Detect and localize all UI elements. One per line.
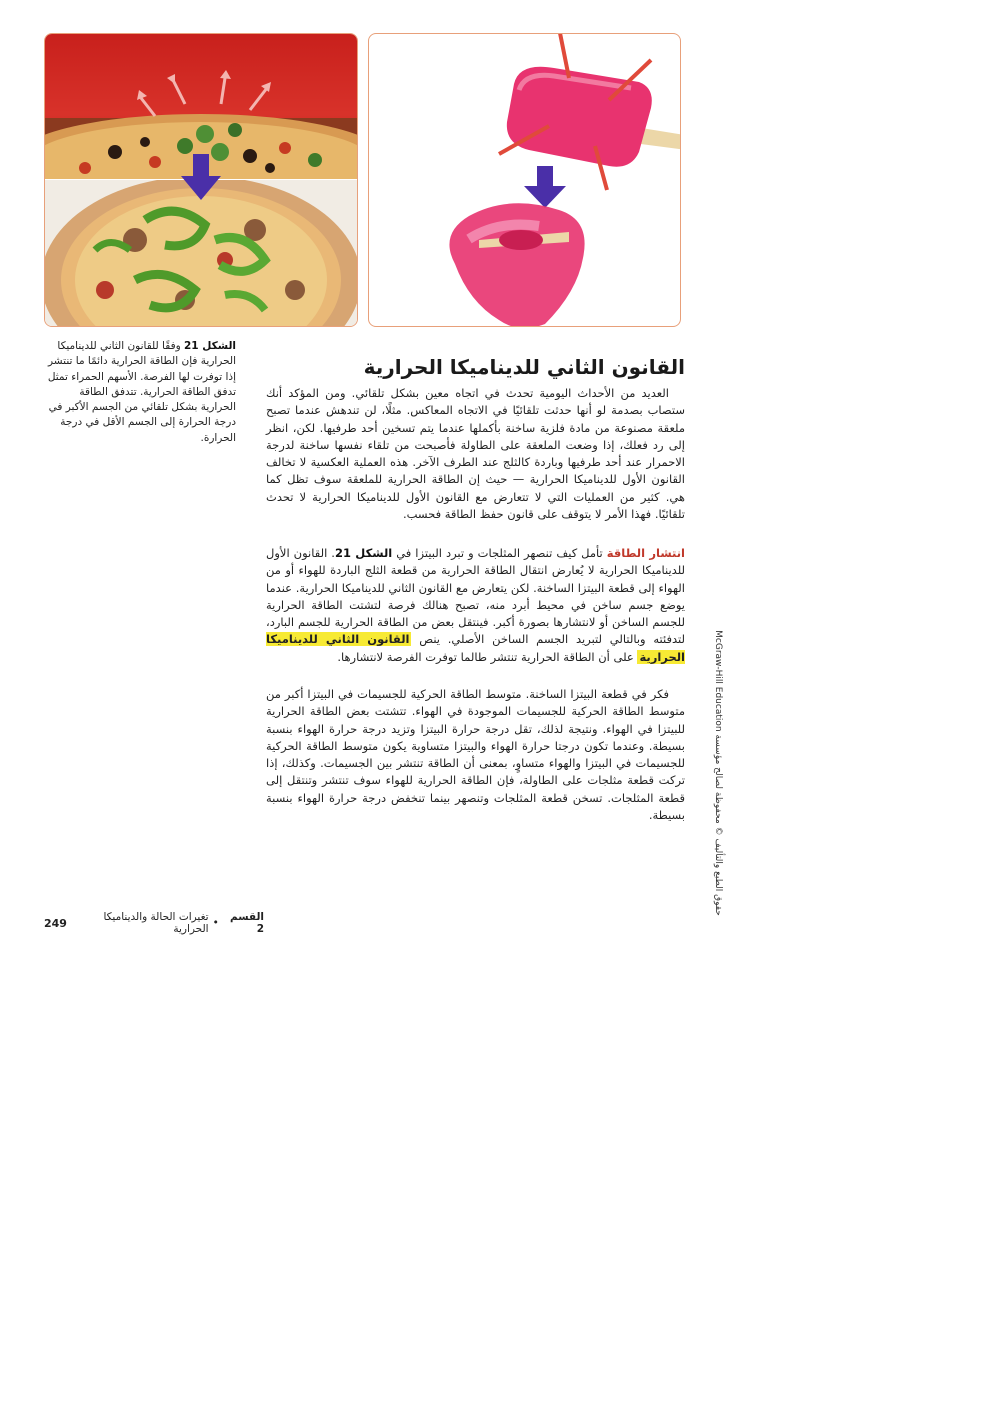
melting-popsicle-image — [369, 34, 680, 326]
figure-reference-link[interactable]: الشكل 21 — [334, 546, 393, 560]
footer-section-label: القسم 2 — [229, 911, 264, 935]
footer-section-title: تغيرات الحالة والديناميكا الحرارية — [103, 911, 209, 935]
paragraph-2-part-c: على أن الطاقة الحرارية تنتشر طالما توفرت الفرصة لانتشارها. — [337, 649, 638, 664]
figure-caption — [44, 339, 236, 446]
down-arrow-icon — [537, 166, 553, 188]
paragraph-2-part-a: تأمل كيف تنصهر المثلجات و تبرد البيتزا في — [392, 546, 607, 560]
second-law-highlight: القانون الثاني للديناميكا الحرارية — [266, 632, 685, 664]
page-footer — [44, 911, 264, 935]
popsicle-figure-panel — [368, 33, 681, 327]
copyright-notice — [704, 630, 732, 916]
pizza-figure-panel — [44, 33, 358, 327]
paragraph-3: فكر في قطعة البيتزا الساخنة. متوسط الطاقة الحركية للجسيمات في البيتزا أكبر من متوسط الطاقة الحركية للجسيمات الموجودة في الهواء. تتشتت بعض الطاقة الحرارية للبيتزا في الهواء. ونتيجة لذلك، تقل درجة حرارة البيتزا وتزيد درجة حرارة الهواء بنسبة بسيطة. وعندما تكون درجتا حرارة الهواء والبيتزا متساوية يكون متوسط الطاقة الحركية للجسيمات في البيتزا والهواء متساوٍ، بمعنى أن الطاقة تنتشر بين الجسيمات. وكذلك، إذا تركت قطعة مثلجات على الطاولة، فإن الطاقة الحرارية للهواء سوف تنتشر وتنتقل إلى قطعة المثلجات. تسخن قطعة المثلجات وتنصهر بينما تنخفض درجة حرارة الهواء بنسبة بسيطة. — [266, 687, 685, 823]
paragraph-2 — [266, 545, 685, 666]
paragraph-2-part-b: . القانون الأول للديناميكا الحرارية لا يُعارض انتقال الطاقة الحرارية من قطعة الثلج الباردة للهواء أو من الهواء إلى قطعة البيتزا الساخنة. لكن يتعارض مع القانون الثاني للديناميكا الحرارية. عندما يوضع جسم ساخن في محيط أبرد منه، تصبح هنالك فرصة لتشتت الطاقة الحرارية للجسم الساخن أو لانتشارها بصورة أكبر. فينتقل بعض من الطاقة الحرارية للجسم البارد، لتدفئته وبالتالي لتبريد الجسم الساخن الأصلي. ينص — [266, 546, 685, 647]
section-title: القانون الثاني للديناميكا الحرارية — [363, 355, 685, 379]
energy-spread-keyword: انتشار الطاقة — [606, 546, 685, 560]
footer-separator: • — [212, 917, 219, 929]
page-number: 249 — [44, 916, 67, 930]
figure-caption-label: الشكل 21 — [184, 340, 236, 352]
copyright-text: حقوق الطبع والتأليف © محفوظة لصالح مؤسسة McGraw-Hill Education — [713, 630, 723, 916]
paragraph-1: العديد من الأحداث اليومية تحدث في اتجاه معين بشكل تلقائي. ومن المؤكد أنك ستصاب بصدمة لو أنها حدثت تلقائيًا في الاتجاه المعاكس. مثلًا، لن تندهش عندما تصبح ملعقة مصنوعة من مادة فلزية ساخنة بأكملها عندما يتم تسخين أحد طرفيها. لكن، انظر إلى رد فعلك، إذا وضعت الملعقة على الطاولة فأصبحت من تلقاء نفسها ساخنة لدرجة الاحمرار عند أحد طرفيها وباردة كالثلج عند الطرف الآخر. هذه العملية العكسية لا تخالف القانون الأول للديناميكا الحرارية — حيث إن الطاقة الحرارية للملعقة سوف تظل كما هي. كثير من العمليات التي لا تتعارض مع القانون الأول للديناميكا الحرارية لا تحدث تلقائيًا. فهذا الأمر لا يتوقف على قانون حفظ الطاقة فحسب. — [266, 386, 685, 522]
down-arrow-icon — [181, 154, 221, 202]
figure-caption-text: وفقًا للقانون الثاني للديناميكا الحرارية فإن الطاقة الحرارية دائمًا ما تنتشر إذا توفرت لها الفرصة. الأسهم الحمراء تمثل تدفق الطاقة الحرارية. تتدفق الطاقة الحرارية بشكل تلقائي من الجسم الأكبر في درجة الحرارة إلى الجسم الأقل في درجة الحرارة. — [47, 340, 236, 444]
